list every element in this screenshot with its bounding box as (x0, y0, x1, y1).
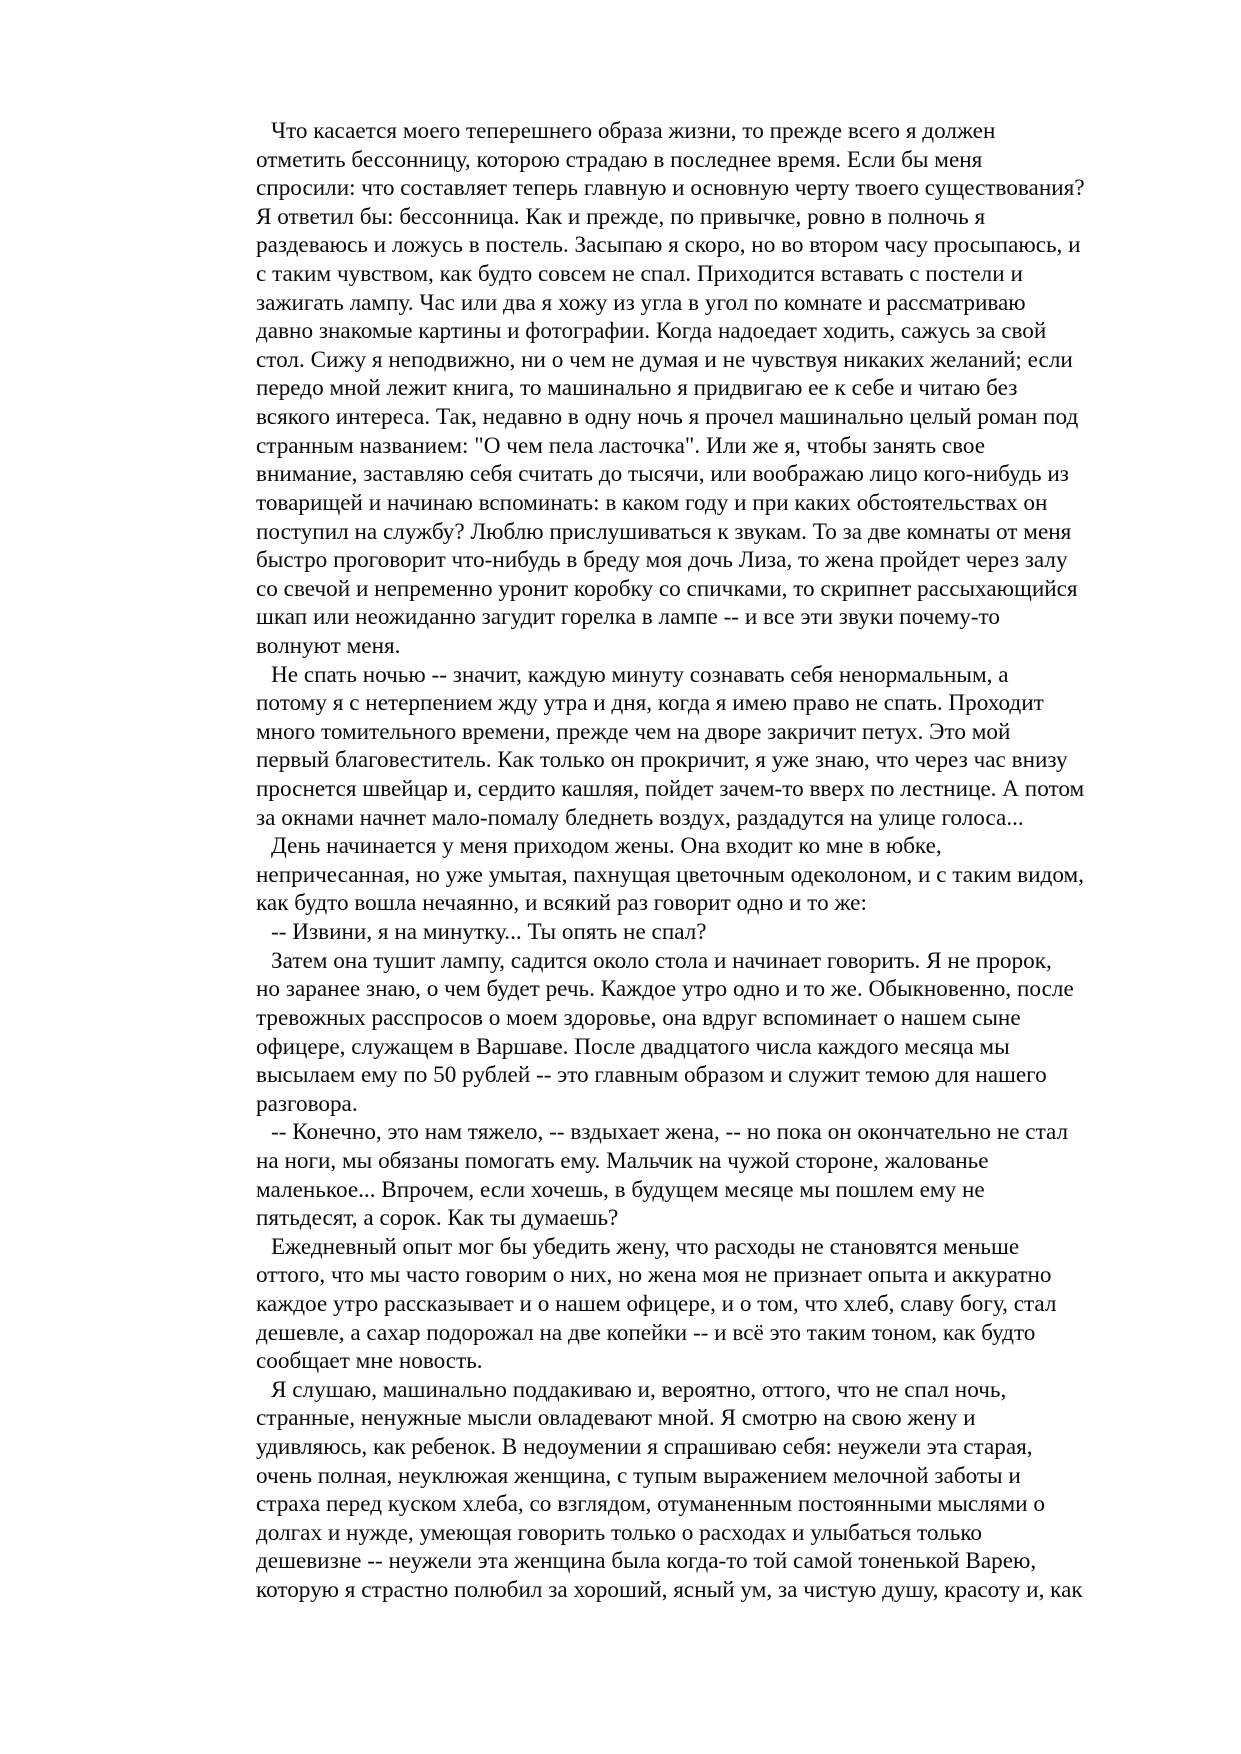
text-line: страха перед куском хлеба, со взглядом, отуманенным постоянными мыслями о (256, 1491, 1045, 1518)
text-line: шкап или неожиданно загудит горелка в лампе -- и все эти звуки почему-то (256, 604, 1000, 631)
text-line: на ноги, мы обязаны помогать ему. Мальчик на чужой стороне, жалованье (256, 1147, 989, 1174)
text-line: как будто вошла нечаянно, и всякий раз говорит одно и то же: (256, 890, 867, 917)
paragraph-first-line: -- Извини, я на минутку... Ты опять не спал? (271, 919, 707, 946)
text-line: странным названием: "О чем пела ласточка". Или же я, чтобы занять свое (256, 432, 986, 459)
text-line: но заранее знаю, о чем будет речь. Каждое утро одно и то же. Обыкновенно, после (256, 976, 1074, 1003)
text-line: которую я страстно полюбил за хороший, ясный ум, за чистую душу, красоту и, как (256, 1577, 1083, 1604)
text-line: первый благовеститель. Как только он прокричит, я уже знаю, что через час внизу (256, 747, 1068, 774)
paragraph-first-line: Затем она тушит лампу, садится около стола и начинает говорить. Я не пророк, (271, 947, 1052, 974)
text-line: высылаем ему по 50 рублей -- это главным образом и служит темою для нашего (256, 1062, 1047, 1089)
text-line: со свечой и непременно уронит коробку со спичками, то скрипнет рассыхающийся (256, 575, 1078, 602)
text-line: раздеваюсь и ложусь в постель. Засыпаю я скоро, но во втором часу просыпаюсь, и (256, 232, 1081, 259)
paragraph-first-line: -- Конечно, это нам тяжело, -- вздыхает жена, -- но пока он окончательно не стал (271, 1119, 1069, 1146)
text-line: офицере, служащем в Варшаве. После двадцатого числа каждого месяца мы (256, 1033, 1010, 1060)
paragraph-first-line: День начинается у меня приходом жены. Она входит ко мне в юбке, (271, 833, 942, 860)
text-line: дешевле, а сахар подорожал на две копейки -- и всё это таким тоном, как будто (256, 1319, 1036, 1346)
text-line: проснется швейцар и, сердито кашляя, пойдет зачем-то вверх по лестнице. А потом (256, 776, 1085, 803)
text-line: каждое утро рассказывает и о нашем офицере, и о том, что хлеб, славу богу, стал (256, 1290, 1057, 1317)
text-line: удивляюсь, как ребенок. В недоумении я спрашиваю себя: неужели эта старая, (256, 1434, 1033, 1461)
text-line: за окнами начнет мало-помалу бледнеть воздух, раздадутся на улице голоса... (256, 804, 1024, 831)
paragraph-first-line: Я слушаю, машинально поддакиваю и, вероятно, оттого, что не спал ночь, (271, 1376, 1007, 1403)
text-line: оттого, что мы часто говорим о них, но жена моя не признает опыта и аккуратно (256, 1262, 1052, 1289)
text-line: зажигать лампу. Час или два я хожу из угла в угол по комнате и рассматриваю (256, 289, 1026, 316)
text-line: спросили: что составляет теперь главную и основную черту твоего существования? (256, 175, 1085, 202)
text-line: Я ответил бы: бессонница. Как и прежде, по привычке, ровно в полночь я (256, 203, 986, 230)
text-line: очень полная, неуклюжая женщина, с тупым выражением мелочной заботы и (256, 1462, 1021, 1489)
text-line: стол. Сижу я неподвижно, ни о чем не думая и не чувствуя никаких желаний; если (256, 346, 1073, 373)
text-line: всякого интереса. Так, недавно в одну ночь я прочел машинально целый роман под (256, 404, 1079, 431)
document-page (256, 117, 1156, 1605)
text-line: много томительного времени, прежде чем на дворе закричит петух. Это мой (256, 718, 1011, 745)
text-line: товарищей и начинаю вспоминать: в каком году и при каких обстоятельствах он (256, 489, 1048, 516)
text-line: пятьдесят, а сорок. Как ты думаешь? (256, 1205, 619, 1232)
text-line: быстро проговорит что-нибудь в бреду моя дочь Лиза, то жена пройдет через залу (256, 547, 1068, 574)
paragraph-first-line: Что касается моего теперешнего образа жизни, то прежде всего я должен (271, 118, 996, 144)
text-line: поступил на службу? Люблю прислушиваться к звукам. То за две комнаты от меня (256, 518, 1072, 545)
text-line: потому я с нетерпением жду утра и дня, когда я имею право не спать. Проходит (256, 690, 1044, 717)
text-line: непричесанная, но уже умытая, пахнущая цветочным одеколоном, и с таким видом, (256, 861, 1084, 888)
paragraph-first-line: Ежедневный опыт мог бы убедить жену, что расходы не становятся меньше (271, 1233, 1020, 1260)
text-line: внимание, заставляю себя считать до тысячи, или воображаю лицо кого-нибудь из (256, 461, 1069, 488)
text-line: дешевизне -- неужели эта женщина была когда-то той самой тоненькой Варею, (256, 1548, 1037, 1575)
text-line: разговора. (256, 1090, 358, 1117)
text-line: волнуют меня. (256, 632, 401, 659)
paragraph-first-line: Не спать ночью -- значит, каждую минуту сознавать себя ненормальным, а (271, 661, 1009, 688)
text-line: с таким чувством, как будто совсем не спал. Приходится вставать с постели и (256, 261, 1023, 288)
text-line: странные, ненужные мысли овладевают мной. Я смотрю на свою жену и (256, 1405, 976, 1432)
text-line: давно знакомые картины и фотографии. Когда надоедает ходить, сажусь за свой (256, 318, 1047, 345)
text-line: сообщает мне новость. (256, 1348, 483, 1375)
text-line: отметить бессонницу, которою страдаю в последнее время. Если бы меня (256, 146, 983, 173)
text-line: передо мной лежит книга, то машинально я придвигаю ее к себе и читаю без (256, 375, 1018, 402)
text-line: долгах и нужде, умеющая говорить только о расходах и улыбаться только (256, 1519, 982, 1546)
text-line: маленькое... Впрочем, если хочешь, в будущем месяце мы пошлем ему не (256, 1176, 985, 1203)
text-line: тревожных расспросов о моем здоровье, она вдруг вспоминает о нашем сыне (256, 1004, 1021, 1031)
